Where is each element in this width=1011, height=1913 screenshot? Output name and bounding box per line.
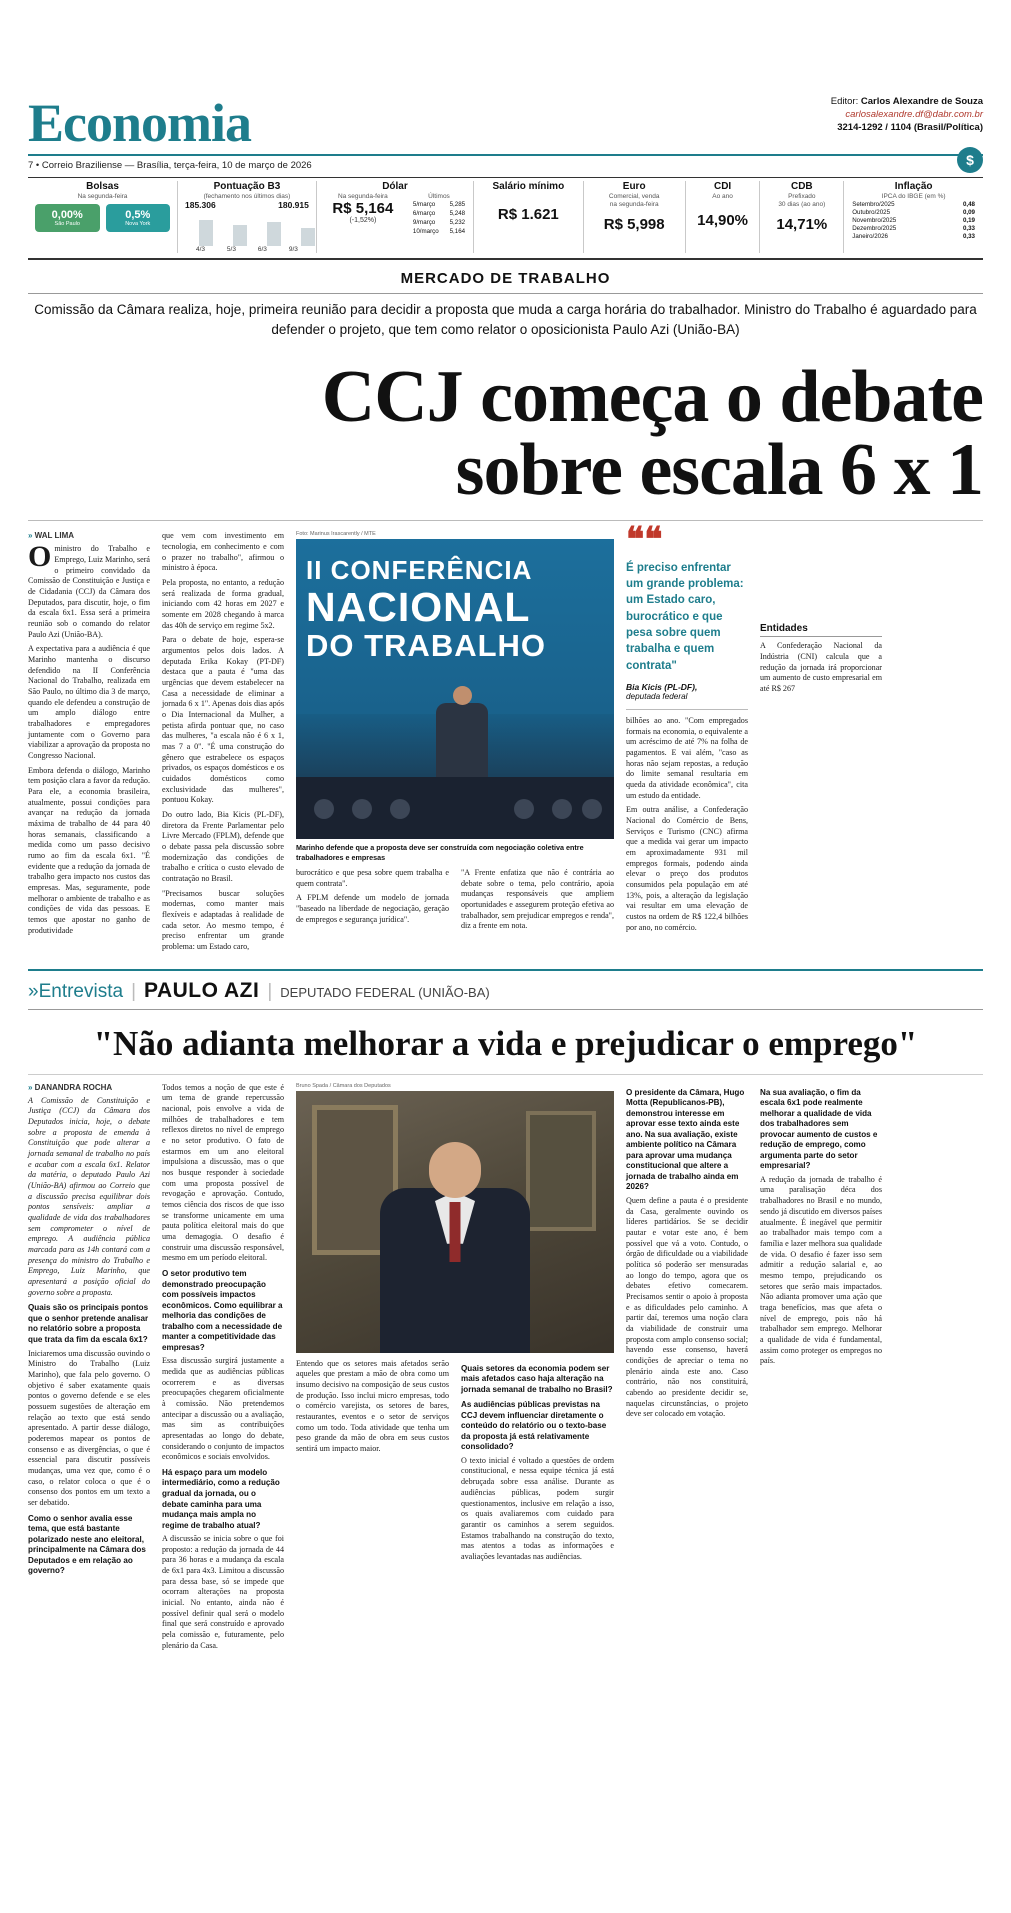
interview-separator: | bbox=[131, 980, 136, 1002]
pontuacao-date: 5/3 bbox=[226, 246, 236, 253]
conference-photo bbox=[296, 539, 614, 839]
indicator-title: CDI bbox=[713, 181, 732, 192]
interview-answer: Iniciaremos uma discussão ouvindo o Ministro do Trabalho (Luiz Marinho), que fala pelo governo. O objetivo é saber exatamente quais pontos o governo defende e se eles possuem sugestões de alteração em relação ao texto que está sendo apresentado. A partir desse diálogo, poderemos mapear os pontos de consenso e as divergências, o que é essencial para discutir possíveis mudanças, uma vez que, como é o caso, o relator coloca o que é o consenso dos pontos em um texto a ser debatido. bbox=[28, 1348, 150, 1507]
page-title: Economia bbox=[28, 93, 252, 153]
editor-info bbox=[831, 96, 983, 134]
interview-label: »Entrevista bbox=[28, 980, 124, 1002]
interview-photo-subcolumn-right bbox=[461, 1359, 614, 1567]
inflacao-row: Dezembro/2025 0,33 bbox=[852, 224, 975, 232]
interview-subject-name: PAULO AZI bbox=[144, 978, 260, 1002]
dolar-value: R$ 5,164 bbox=[332, 200, 394, 217]
photo-text-line-1: II CONFERÊNCIA bbox=[306, 555, 533, 586]
interview-question: O presidente da Câmara, Hugo Motta (Republicanos-PB), demonstrou interesse em aprovar esse texto ainda este ano. Na sua avaliação, existe ambiente político na Câmara para aprovar uma mudança constitucional que altere a jornada de trabalho ainda em 2026? bbox=[626, 1087, 745, 1192]
bolsa-nova-york bbox=[106, 204, 171, 232]
indicator-title: Dólar bbox=[382, 181, 408, 192]
photo-caption: Marinho defende que a proposta deve ser construída com negociação coletiva entre trabalhadores e empresas bbox=[296, 843, 584, 862]
inflacao-row: Setembro/2025 0,48 bbox=[852, 200, 975, 208]
interview-grid bbox=[28, 1083, 983, 1656]
pontuacao-date: 4/3 bbox=[195, 246, 205, 253]
pontuacao-right-value: 180.915 bbox=[278, 200, 309, 210]
cdb-value: 14,71% bbox=[776, 216, 828, 233]
market-indicators-bar bbox=[28, 177, 983, 260]
dolar-row: 6/março 5,248 bbox=[412, 210, 466, 217]
interview-header bbox=[28, 971, 983, 1009]
indicator-note: Na segunda-feira bbox=[77, 193, 128, 200]
cdi-value: 14,90% bbox=[697, 212, 749, 229]
indicator-title: Euro bbox=[622, 181, 646, 192]
interview-question: Como o senhor avalia esse tema, que está bastante polarizado neste ano eleitoral, principalmente na Câmara dos Deputados e em relação ao governo? bbox=[28, 1513, 146, 1576]
story-paragraph: Oministro do Trabalho e Emprego, Luiz Marinho, será o primeiro convidado da Comissão de Constituição e Justiça e de Cidadania (CCJ) da Câmara dos Deputados, para discutir, hoje, o fim da escala 6x1. Essa será a primeira reunião sob o comando do relator Paulo Azi (União-BA). bbox=[28, 540, 150, 639]
indicator-euro bbox=[584, 181, 686, 253]
story-paragraph: Para o debate de hoje, espera-se argumentos pelos dois lados. A deputada Erika Kokay (PT-DF) destaca que a pauta é "uma das urgências que devem estabelecer na Casa a necessidade de eliminar a jornada 6 x 1". Apenas dois dias após o Dia Internacional da Mulher, a petista afirda pontuar que, no caso das mulheres, "a escala não é 6 x 1, mas 7 a 0". "É uma construção do gênero que estrabelece os espaços privados, os espaços domésticos e os cuidados domésticos como exclusividade das mulheres", pontuou Kokay. bbox=[162, 635, 284, 805]
editor-label: Editor: bbox=[830, 96, 859, 107]
dolar-variation: (-1,52%) bbox=[349, 217, 377, 224]
story-paragraph: Do outro lado, Bia Kicis (PL-DF), diretora da Frente Parlamentar pelo Livre Mercado (FPLM), defende que o debate passa pela discussão sobre modernização das condições de trabalho e crítica o custo elevado de contratação no Brasil. bbox=[162, 809, 284, 883]
interview-answer: Quem define a pauta é o presidente da Casa, geralmente ouvindo os líderes partidários. Se se decidir pautar e votar este ano, é bem possível que vá a voto. Contudo, o órgão de dificuldade ou a viabilidade política só poderão ser mensuradas ao longo do tempo, agora que os debates efetivo comecarem. Precisamos sentir o apoio à proposta e as dificuldades pelo caminho. A partir daí, teremos uma noção clara da viabilidade de construir uma proposta com amplo consenso social; havendo esse consenso, haverá condições de apreciar o tema no plenário ainda este ano. Caso contrário, não nos constituirá, cabendo ao presidente decidir se, naquelas circunstâncias, o projeto deve ser colocado em votação. bbox=[626, 1195, 748, 1419]
main-story bbox=[28, 522, 983, 957]
indicator-note2: 30 dias (ao ano) bbox=[778, 201, 826, 208]
interview-column-2 bbox=[162, 1083, 284, 1656]
pull-quote-author: Bia Kicis (PL-DF), bbox=[626, 681, 698, 692]
pontuacao-chart bbox=[185, 212, 309, 246]
inflacao-row: Janeiro/2026 0,33 bbox=[852, 232, 975, 240]
pontuacao-date: 6/3 bbox=[257, 246, 267, 253]
photo-credit: Foto: Marinus Irascarently / MTE bbox=[296, 531, 376, 538]
story-paragraph: bilhões ao ano. "Com empregados formais na economia, o equivalente a um acréscimo de até 7% na folha de pagamentos. E vai além, "caso as horas não sejam repostas, a redução do limite semanal resultaria em queda da atividade econômica", cita um estudo da entidade. bbox=[626, 715, 748, 800]
pontuacao-date: 9/3 bbox=[288, 246, 298, 253]
interview-answer: A discussão se inicia sobre o que foi proposto: a redução da jornada de 44 para 36 horas e a mudança da escala de 6x1 para 4x3. Limitou a discussão para dessa base, só se impede que ocorram alterações na proposta inicial. No entanto, ainda não é possível definir qual será o modelo final que será construído e aprovado pela comissão e, futuramente, pelo plenário da Casa. bbox=[162, 1534, 284, 1650]
indicator-dolar bbox=[317, 181, 474, 253]
bolsa-value: 0,00% bbox=[51, 209, 83, 221]
indicator-note2: na segunda-feira bbox=[609, 201, 659, 208]
indicator-note: Na segunda-feira bbox=[337, 193, 388, 200]
interview-headline: "Não adianta melhorar a vida e prejudicar o emprego" bbox=[93, 1023, 918, 1063]
quote-marks-icon: ❝❝ bbox=[626, 522, 663, 560]
section-topic: MERCADO DE TRABALHO bbox=[400, 270, 611, 287]
story-paragraph: Pela proposta, no entanto, a redução será realizada de forma gradual, iniciando com 42 horas em 2027 e somente em 2028 chegando à marca das 40h de serviço em regime 5x2. bbox=[162, 577, 284, 630]
indicator-title: CDB bbox=[790, 181, 813, 192]
indicator-cdi bbox=[686, 181, 761, 253]
article-deck: Comissão da Câmara realiza, hoje, primeira reunião para decidir a proposta que muda a carga horária do trabalhador. Ministro do Trabalho é aguardado para defender o projeto, que tem como relator o oposicionista Paulo Azi (União-BA) bbox=[34, 302, 977, 337]
interview-question: Na sua avaliação, o fim da escala 6x1 pode realmente melhorar a qualidade de vida dos trabalhadores sem provocar aumento de custos e redução de emprego, como argumenta parte do setor empresarial? bbox=[760, 1087, 878, 1171]
photo-text-line-3: DO TRABALHO bbox=[306, 628, 547, 664]
interview-column-5 bbox=[760, 1083, 882, 1656]
topic-divider bbox=[28, 293, 983, 294]
headline-divider bbox=[28, 520, 983, 521]
indicator-note: Prefixado bbox=[788, 193, 816, 200]
bolsa-label: Nova York bbox=[125, 221, 151, 227]
interview-question: Há espaço para um modelo intermediário, como a redução gradual da jornada, ou o debate caminha para uma mudança mais ampla no regime de trabalho atual? bbox=[162, 1467, 280, 1530]
story-byline: » WAL LIMA bbox=[28, 531, 150, 540]
story-paragraph: que vem com investimento em tecnologia, em conhecimento e com o prazer no trabalho", afirmou o ministro à época. bbox=[162, 531, 284, 573]
dolar-col-label: Últimos bbox=[428, 193, 450, 200]
interview-photo-block bbox=[296, 1083, 614, 1656]
indicator-title: Pontuação B3 bbox=[213, 181, 281, 192]
indicator-cdb bbox=[760, 181, 844, 253]
interview-question: Quais são os principais pontos que o senhor pretende analisar no relatório sobre a proposta que trata da fim da escala 6x1? bbox=[28, 1303, 149, 1344]
interview-question: Quais setores da economia podem ser mais afetados caso haja alteração na jornada semanal de trabalho no Brasil? bbox=[461, 1363, 613, 1394]
photo-subject-tie bbox=[450, 1202, 461, 1262]
bolsa-sao-paulo bbox=[35, 204, 100, 232]
interview-byline: » DANANDRA ROCHA bbox=[28, 1083, 150, 1092]
story-paragraph: burocrático e que pesa sobre quem trabalha e quem contrata". bbox=[296, 867, 449, 888]
interview-answer: A redução da jornada de trabalho é uma paralisação déca dos trabalhadores no Brasil e no mundo, sendo já discutido em diversos países atualmente. É inegável que permitir ao trabalhador mais tempo com a família e lazer melhora sua qualidade de vida. O desafio é fazer isso sem admitir a redução salarial e, ao mesmo tempo, prejudicando os setores que serão mais impactados. Não adianta promover uma ação que traga benefícios, mas que afeta o nível de emprego, pois não há trabalhador sem emprego. Melhorar a qualidade de vida é fundamental, assim como proteger os empregos no país. bbox=[760, 1174, 882, 1366]
story-paragraph: "A Frente enfatiza que não é contrária ao debate sobre o tema, pelo contrário, apoia mudanças responsáveis que ampliem oportunidades e assegurem proteção efetiva ao trabalhador, sem prejudicar empregos e renda", diz a frente em nota. bbox=[461, 867, 614, 931]
entities-block bbox=[760, 531, 882, 957]
story-column-2 bbox=[162, 531, 284, 957]
entities-heading: Entidades bbox=[760, 623, 882, 637]
photo-subject bbox=[380, 1188, 530, 1353]
indicator-salario-minimo bbox=[474, 181, 584, 253]
indicator-title: Inflação bbox=[894, 181, 933, 192]
photo-subcolumn-left bbox=[296, 868, 449, 936]
headline-line-1: CCJ começa o debate bbox=[321, 356, 983, 439]
editor-email: carlosalexandre.df@dabr.com.br bbox=[845, 108, 983, 120]
interview-column-4 bbox=[626, 1083, 748, 1656]
indicator-title: Salário mínimo bbox=[492, 181, 565, 192]
story-paragraph: Em outra análise, a Confederação Nacional do Comércio de Bens, Serviços e Turismo (CNC) afirma que a medida vai gerar um impacto em aproximadamente 931 mil empregos formais, podendo ainda elevar o preço dos produtos consumidos pela população em até 13%, pois, a alteração da legislação vai resultar em uma elevação de custos na ordem de R$ 122,4 bilhões por ano, no comércio. bbox=[626, 805, 748, 932]
story-paragraph: "Precisamos buscar soluções modernas, como manter mais flexíveis e adaptadas à realidade de cada setor. Ao mesmo tempo, é preciso enfrentar um grande problema: um Estado caro, bbox=[162, 888, 284, 952]
dolar-row: 9/março 5,232 bbox=[412, 219, 466, 226]
indicator-note: (fechamento nos últimos dias) bbox=[203, 193, 291, 200]
photo-subcolumn-right bbox=[461, 868, 614, 936]
dolar-row: 10/março 5,164 bbox=[412, 228, 466, 235]
interview-subject-role: DEPUTADO FEDERAL (UNIÃO-BA) bbox=[280, 984, 490, 1000]
inflacao-row: Novembro/2025 0,19 bbox=[852, 216, 975, 224]
interview-question: As audiências públicas previstas na CCJ devem influenciar diretamente o conteúdo do relatório ou o texto-base da proposta já está relativamente consolidado? bbox=[461, 1400, 607, 1452]
pull-quote-text: É preciso enfrentar um grande problema: um Estado caro, burocrático e que pesa sobre quem trabalha e quem contrata" bbox=[626, 561, 744, 672]
pontuacao-left-value: 185.306 bbox=[185, 200, 216, 210]
story-paragraph: A FPLM defende um modelo de jornada "baseado na liberdade de negociação, geração de empregos e segurança jurídica". bbox=[296, 893, 449, 924]
indicator-inflacao bbox=[844, 181, 983, 253]
interview-headline-divider bbox=[28, 1074, 983, 1075]
pull-quote-role: deputada federal bbox=[626, 691, 688, 701]
bolsa-label: São Paulo bbox=[54, 221, 80, 227]
indicator-note: Ao ano bbox=[712, 193, 733, 200]
interview-answer: Essa discussão surgirá justamente a medida que as audiências públicas ocorrerem e as diversas preocupações chegarem oficialmente à comissão. Não pretendemos antecipar a discussão ou a avaliação, mas sim as contribuições apresentadas ao longo do debate, considerando o conjunto de impactos econômicos e sociais envolvidos. bbox=[162, 1356, 284, 1462]
interview-separator: | bbox=[267, 980, 273, 1002]
editor-phone: 3214-1292 / 1104 (Brasil/Política) bbox=[837, 121, 983, 133]
photo-overlay-text bbox=[306, 555, 604, 664]
interview-answer: O texto inicial é voltado a questões de ordem constitucional, e nessa equipe técnica já está debruçada sobre essa análise. Durante as audiências públicas, podem surgir questionamentos, inclusive em relação a isso, os quais avaliaremos com cuidado para garantir os caminhos a serem seguidos. Estamos trabalhando na construção do texto, mas atentos a todas as informações e avaliações levantadas nas audiências. bbox=[461, 1455, 614, 1561]
edition-line: 7 • Correio Braziliense — Brasília, terça-feira, 10 de março de 2026 bbox=[28, 160, 312, 171]
story-column-1 bbox=[28, 531, 150, 957]
interview-photo bbox=[296, 1091, 614, 1353]
interview-bottom-rule bbox=[28, 1009, 983, 1010]
interview-column-1 bbox=[28, 1083, 150, 1656]
masthead bbox=[28, 0, 983, 177]
inflacao-row: Outubro/2025 0,09 bbox=[852, 208, 975, 216]
headline-line-2: sobre escala 6 x 1 bbox=[455, 428, 983, 511]
story-paragraph: Embora defenda o diálogo, Marinho tem posição clara a favor da redução. Para ele, a economia brasileira, atualmente, possui condições para avançar na redução da jornada máxima de trabalho de 44 para 40 horas semanais, classificando a medida como um passo decisivo rumo ao fim da escala 6x1. "É evidente que a redução da jornada de trabalho gera impacto nos custos das empresas. Mas, seguramente, pode melhorar o ambiente de trabalho e as condições de vida das pessoas. E temos que apostar no ganho de produtividade bbox=[28, 765, 150, 935]
pull-quote-block bbox=[626, 522, 748, 957]
interview-question: O setor produtivo tem demonstrado preocupação com possíveis impactos econômicos. Como equilibrar a melhoria das condições de trabalho com a necessidade de manter a competitividade das empresas? bbox=[162, 1269, 283, 1352]
interview-lead: A Comissão de Constituição e Justiça (CCJ) da Câmara dos Deputados inicia, hoje, o debate sobre a proposta de emenda à Constituição que pode alterar a jornada semanal de trabalho no país e acabar com a escala 6x1. Relator da matéria, o deputado Paulo Azi (União-BA) afirmou ao Correio que a discussão precisa equilibrar dois pontos sensíveis: ampliar a qualidade de vida dos trabalhadores sem comprometer o nível de emprego. A audiência pública marcada para as 14h contará com a presença do ministro do Trabalho e Emprego, Luiz Marinho, que apresentará a posição oficial do governo sobre a proposta. bbox=[28, 1095, 150, 1297]
salario-value: R$ 1.621 bbox=[497, 206, 559, 223]
dolar-row: 5/março 5,285 bbox=[412, 201, 466, 208]
indicator-title: Bolsas bbox=[86, 181, 119, 192]
interview-answer: Entendo que os setores mais afetados serão aqueles que prestam a mão de obra como um insumo decisivo na composição de seus custos de produção. Isso inclui micro empresas, todo o comércio varejista, os setores de bares, restaurantes, eventos e o setor de serviços como um todo. Toda atividade que tenha um peso grande da mão de obra em seus custos sentirá um impacto maior. bbox=[296, 1358, 449, 1454]
story-photo-block bbox=[296, 531, 614, 957]
quote-divider bbox=[626, 709, 748, 710]
photo-wall-frame bbox=[526, 1111, 596, 1231]
main-headline bbox=[28, 356, 983, 511]
story-paragraph: A expectativa para a audiência é que Marinho mantenha o discurso defendido na II Conferência Nacional do Trabalho, realizada em São Paulo, no último dia 3 de março, quando ele defendeu a construção de um amplo diálogo entre trabalhadores e empregadores juntamente com o Governo para viabilizar a aprovação da proposta no Congresso Nacional. bbox=[28, 644, 150, 760]
bolsa-value: 0,5% bbox=[125, 209, 151, 221]
editor-name: Carlos Alexandre de Souza bbox=[860, 96, 983, 107]
indicator-note: IPCA do IBGE (em %) bbox=[881, 193, 946, 200]
interview-answer: Todos temos a noção de que este é um tema de grande repercussão nacional, pois envolve a vida de milhões de trabalhadores e tem reflexos diretos no nível de emprego e no setor produtivo. O fato de estarmos em um ano eleitoral impulsiona a discussão, mas o que nos busque responder à sociedade com uma proposta possível de revogação e aprovação. Contudo, temos ciência dos riscos de que isso se transforme unicamente em uma pauta política eleitoral mais do que uma demagogia. O desafio é construir uma discussão responsável, mesmo em um período eleitoral. bbox=[162, 1082, 284, 1263]
euro-value: R$ 5,998 bbox=[603, 216, 665, 233]
entities-paragraph: A Confederação Nacional da Indústria (CNI) calcula que a redução da jornada irá proporcionar um aumento de custo empresarial em até R$ 267 bbox=[760, 641, 882, 693]
indicator-note: Comercial, venda bbox=[608, 193, 660, 200]
interview-photo-credit: Bruno Spada / Câmara dos Deputados bbox=[296, 1082, 391, 1089]
photo-speaker bbox=[436, 703, 488, 781]
indicator-pontuacao-b3 bbox=[178, 181, 317, 253]
photo-text-line-2: NACIONAL bbox=[306, 584, 531, 631]
indicator-bolsas bbox=[28, 181, 178, 253]
currency-badge-icon: $ bbox=[957, 147, 983, 173]
interview-photo-subcolumn-left bbox=[296, 1359, 449, 1567]
